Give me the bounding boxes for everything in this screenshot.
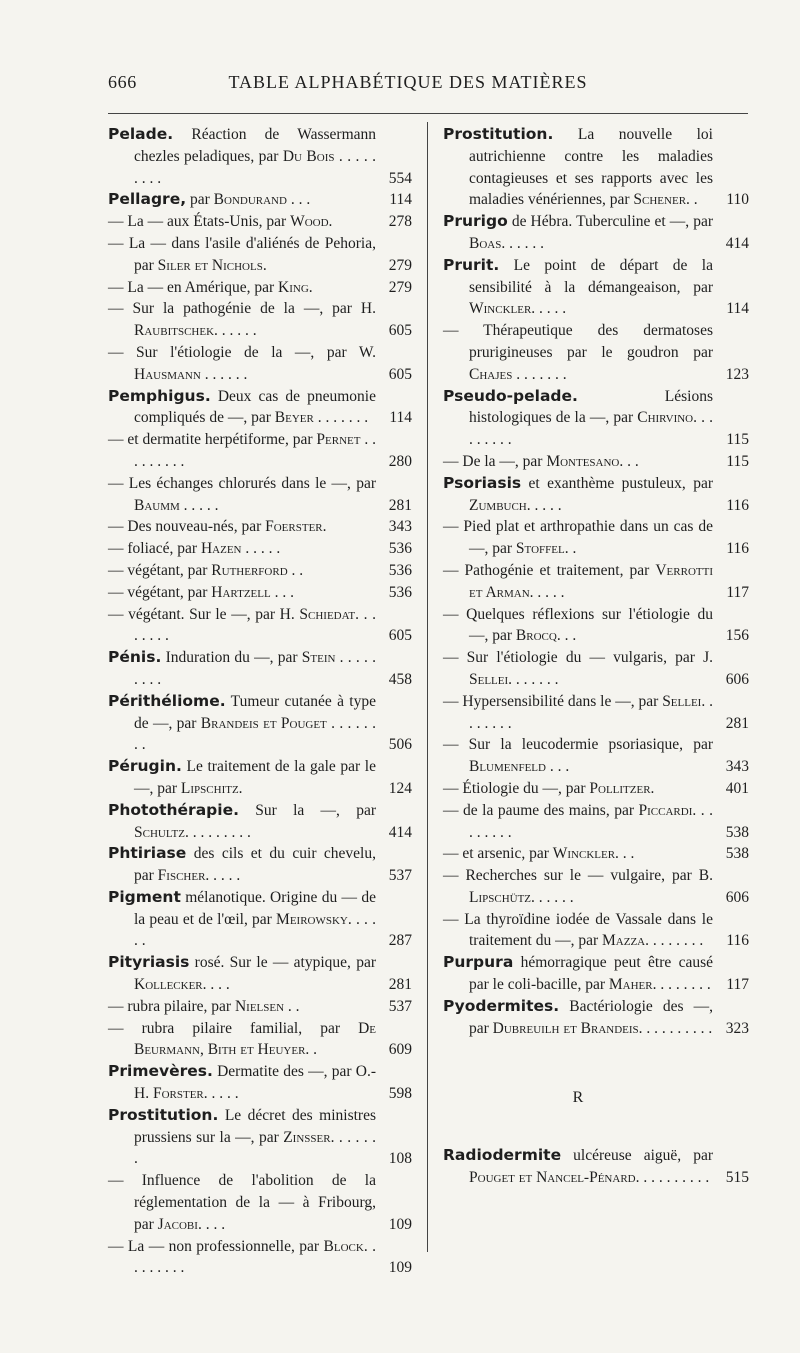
entry-leader-dots: . . . <box>615 845 635 863</box>
index-entry <box>108 604 412 648</box>
index-entry <box>443 996 749 1040</box>
entry-leader-dots: . . . . . . <box>200 365 248 383</box>
entry-author: Bondurand <box>213 191 287 209</box>
entry-leader-dots: . . . . . . . . . <box>134 649 377 688</box>
entry-leader-dots: . . . . . . <box>214 322 257 340</box>
entry-page-number: 605 <box>388 627 412 645</box>
entry-author: Hausmann <box>134 365 201 383</box>
entry-text: — et dermatite herpétiforme, par <box>108 431 317 449</box>
entry-author: Zinsser <box>283 1128 331 1146</box>
entry-text: Le point de départ de la sensibilité à la démangeaison, par <box>469 256 713 296</box>
entry-text: — Sur l'étiologie du — vulgaris, par J. <box>443 649 713 667</box>
entry-text: — Sur la leucodermie psoriasique, par <box>443 736 713 754</box>
entry-leader-dots: . . . . . . <box>501 234 544 252</box>
entry-leader-dots: . . . <box>619 452 639 470</box>
index-entry <box>108 277 412 299</box>
entry-page-number: 515 <box>725 1169 749 1187</box>
entry-page-number: 116 <box>726 496 749 514</box>
index-entry <box>108 560 412 582</box>
index-entry <box>108 429 412 473</box>
entry-author: Winckler <box>469 300 532 318</box>
entry-author: Verrotti et Arman <box>469 561 713 601</box>
index-entry <box>443 647 749 691</box>
entry-text: Sur la —, par <box>238 801 376 819</box>
entry-heading: Pellagre, <box>108 190 187 209</box>
entry-author: Foerster. <box>265 518 327 536</box>
header-rule <box>108 113 748 114</box>
entry-text: — et arsenic, par <box>443 845 553 863</box>
entry-text: — Thérapeutique des dermatoses prurigineuses par le goudron par <box>443 322 713 361</box>
entry-page-number: 343 <box>388 518 412 536</box>
entry-text: — Influence de l'abolition de la réglementation de la — à Fribourg, par <box>108 1172 376 1233</box>
entry-heading: Pyodermites. <box>443 996 560 1015</box>
entry-text: ulcéreuse aiguë, par <box>561 1147 713 1165</box>
entry-leader-dots: . . . . . . . . . <box>134 1237 377 1277</box>
entry-leader-dots: . . <box>564 540 577 558</box>
entry-page-number: 115 <box>726 452 749 470</box>
entry-page-number: 124 <box>388 779 412 797</box>
entry-author: Blumenfeld <box>469 758 546 776</box>
entry-text: des cils et du cuir chevelu, par <box>134 845 376 885</box>
entry-heading: Purpura <box>443 953 514 972</box>
entry-heading: Phtiriase <box>108 844 187 863</box>
index-entry <box>443 843 749 865</box>
entry-author: Du Bois <box>282 147 335 165</box>
entry-author: Lipschütz <box>469 888 532 906</box>
index-entry <box>108 756 412 800</box>
entry-author: Forster <box>152 1085 204 1103</box>
entry-author: Mazza <box>602 932 646 950</box>
entry-author: Winckler <box>552 845 616 863</box>
entry-leader-dots: . . . . . . . . <box>134 605 376 645</box>
entry-leader-dots: . . <box>287 561 304 579</box>
entry-leader-dots: . . . . <box>202 976 230 994</box>
entry-page-number: 323 <box>725 1019 749 1037</box>
entry-page-number: 554 <box>388 169 412 187</box>
entry-author: Raubitschek <box>134 322 215 340</box>
entry-text: et exanthème pustuleux, par <box>521 474 713 492</box>
entry-text: de Hébra. Tuberculine et —, par <box>507 213 713 231</box>
index-entry <box>108 1236 412 1280</box>
entry-author: Dubreuilh et Brandeis <box>492 1019 639 1037</box>
index-entry <box>443 952 749 996</box>
entry-heading: Pigment <box>108 887 181 906</box>
entry-author: Schener <box>633 191 687 209</box>
entry-heading: Photothérapie. <box>108 800 239 819</box>
section-letter: R <box>572 1089 584 1107</box>
entry-leader-dots: . . <box>686 191 698 209</box>
entry-author: Chajes <box>469 365 513 383</box>
entry-text: — La — dans l'asile d'aliénés de Pehoria, par <box>108 234 376 274</box>
entry-text: — Pied plat et arthropathie dans un cas de —, par <box>443 518 713 558</box>
entry-author: Boas <box>469 234 502 252</box>
entry-page-number: 281 <box>388 496 412 514</box>
entry-text: Lésions histologiques de la —, par <box>469 387 713 427</box>
index-entry <box>108 996 412 1018</box>
entry-text: — De la —, par <box>443 452 547 470</box>
entry-leader-dots: . . . . . . . . . <box>134 147 377 187</box>
entry-text: — végétant, par <box>108 561 212 579</box>
entry-page-number: 536 <box>388 561 412 579</box>
entry-page-number: 605 <box>388 365 412 383</box>
index-entry <box>108 233 412 277</box>
entry-author: De Beurmann, Bith et Heuyer <box>134 1019 376 1059</box>
entry-page-number: 110 <box>726 191 749 209</box>
entry-heading: Prostitution. <box>108 1105 219 1124</box>
entry-author: Pouget et Nancel-Pénard <box>469 1169 636 1187</box>
index-entry <box>443 1145 749 1189</box>
entry-page-number: 108 <box>388 1150 412 1168</box>
entry-text: La nouvelle loi autrichienne contre les maladies contagieuses et ses rapports avec les maladies vénériennes, par <box>469 126 713 209</box>
entry-heading: Pelade. <box>108 125 174 143</box>
index-entry <box>443 124 749 211</box>
entry-author: King. <box>278 278 313 296</box>
entry-leader-dots: . . . . . . . . . <box>185 823 251 841</box>
entry-page-number: 506 <box>388 736 412 754</box>
entry-author: Sellei <box>469 670 509 688</box>
entry-author: Block <box>323 1237 364 1255</box>
index-entry <box>443 800 749 844</box>
entry-text: Dermatite des —, par O.-H. <box>134 1063 376 1103</box>
index-entry <box>443 255 749 320</box>
entry-author: Hazen <box>200 540 242 558</box>
running-header <box>108 72 708 96</box>
entry-page-number: 458 <box>388 670 412 688</box>
entry-leader-dots: . . . . . . . . . <box>134 431 377 470</box>
entry-page-number: 287 <box>388 932 412 950</box>
entry-leader-dots: . . . . . . . . . . <box>635 1169 710 1187</box>
entry-page-number: 605 <box>388 322 412 340</box>
page-number: 666 <box>108 72 137 92</box>
entry-author: Stein <box>301 649 336 667</box>
entry-text: Tumeur cutanée à type de —, par <box>134 692 376 732</box>
entry-page-number: 606 <box>725 670 749 688</box>
left-column <box>108 124 412 1279</box>
entry-author: Brocq <box>515 627 557 645</box>
entry-leader-dots: . . . . . . . . . <box>469 409 713 449</box>
entry-leader-dots: . . . . . <box>205 867 241 885</box>
entry-page-number: 343 <box>725 758 749 776</box>
entry-page-number: 156 <box>725 627 749 645</box>
entry-heading: Prurigo <box>443 212 508 231</box>
index-entry <box>443 865 749 909</box>
entry-text: — végétant. Sur le —, par H. <box>108 605 300 623</box>
column-divider <box>427 122 428 1252</box>
entry-text: Bactériologie des —, par <box>469 997 713 1037</box>
entry-author: Schiedat <box>299 605 356 623</box>
entry-heading: Pityriasis <box>108 953 190 972</box>
entry-text: Induration du —, par <box>161 649 302 667</box>
entry-author: Pollitzer. <box>589 779 655 797</box>
entry-page-number: 279 <box>388 278 412 296</box>
entry-page-number: 281 <box>388 976 412 994</box>
entry-text: hémorragique peut être causé par le coli-bacille, par <box>469 954 713 994</box>
entry-leader-dots: . . . <box>556 627 577 645</box>
entry-page-number: 109 <box>388 1215 412 1233</box>
index-entry <box>443 778 749 800</box>
entry-page-number: 278 <box>388 213 412 231</box>
entry-author: Wood. <box>290 213 333 231</box>
entry-author: Rutherford <box>211 561 288 579</box>
entry-page-number: 401 <box>725 779 749 797</box>
entry-heading: Radiodermite <box>443 1146 562 1165</box>
entry-heading: Pemphigus. <box>108 386 211 405</box>
entry-heading: Pénis. <box>108 648 162 667</box>
index-entry <box>108 952 412 996</box>
entry-leader-dots: . . . . . . . <box>512 365 567 383</box>
entry-author: Brandeis et Pouget <box>200 714 327 732</box>
entry-text: Le traitement de la gale par le —, par <box>134 758 376 797</box>
entry-author: Jacobi <box>157 1215 198 1233</box>
index-entry <box>108 1170 412 1235</box>
index-entry <box>108 1061 412 1105</box>
entry-leader-dots: . . . . . <box>529 583 565 601</box>
entry-page-number: 414 <box>388 823 412 841</box>
entry-text: — Hypersensibilité dans le —, par <box>443 692 663 710</box>
entry-page-number: 280 <box>388 452 412 470</box>
entry-page-number: 609 <box>388 1041 412 1059</box>
entry-author: Beyer <box>274 409 314 427</box>
entry-leader-dots: . . . . . . . <box>508 670 559 688</box>
index-entry <box>443 734 749 778</box>
index-entry <box>108 516 412 538</box>
entry-leader-dots: . . . . . . . <box>313 409 369 427</box>
entry-leader-dots: . . . . . . . . . . <box>638 1019 713 1037</box>
index-entry <box>108 342 412 386</box>
index-entry <box>443 560 749 604</box>
entry-leader-dots: . . . <box>270 583 294 601</box>
entry-text: — Sur la pathogénie de la —, par H. <box>108 300 376 318</box>
entry-page-number: 279 <box>388 256 412 274</box>
entry-heading: Périthéliome. <box>108 691 226 710</box>
entry-author: Stoffel <box>515 540 565 558</box>
entry-leader-dots: . . <box>305 1041 318 1059</box>
entry-text: — Quelques réflexions sur l'étiologie du —, par <box>443 605 713 645</box>
entry-page-number: 537 <box>388 997 412 1015</box>
entry-author: Siler et Nichols. <box>157 256 267 274</box>
index-entry <box>108 800 412 844</box>
entry-heading: Primevères. <box>108 1062 213 1081</box>
index-entry <box>108 582 412 604</box>
entry-text: rosé. Sur le — atypique, par <box>189 954 376 972</box>
entry-author: Lipschitz. <box>180 779 243 797</box>
entry-text: — végétant, par <box>108 583 212 601</box>
entry-leader-dots: . . . . . <box>531 300 567 318</box>
entry-text: — La — non professionnelle, par <box>108 1237 324 1255</box>
entry-leader-dots: . . . . . . . . <box>645 932 704 950</box>
entry-text: — Pathogénie et traitement, par <box>443 561 656 579</box>
entry-page-number: 538 <box>725 845 749 863</box>
entry-text: — de la paume des mains, par <box>443 801 639 819</box>
entry-page-number: 114 <box>726 300 749 318</box>
entry-leader-dots: . . . . . . . . <box>469 692 713 732</box>
right-column <box>443 124 749 1189</box>
entry-leader-dots: . . . . . . . . . <box>469 801 714 841</box>
entry-heading: Pseudo-pelade. <box>443 386 578 405</box>
index-entry <box>108 189 412 211</box>
entry-page-number: 114 <box>389 409 412 427</box>
entry-text: — Sur l'étiologie de la —, par W. <box>108 343 376 361</box>
entry-heading: Psoriasis <box>443 473 522 492</box>
index-entry <box>108 887 412 952</box>
entry-text: — La — en Amérique, par <box>108 278 279 296</box>
entry-leader-dots: . . . . . <box>179 496 219 514</box>
entry-page-number: 115 <box>726 431 749 449</box>
entry-author: Nielsen <box>234 997 285 1015</box>
entry-page-number: 116 <box>726 932 749 950</box>
entry-page-number: 598 <box>388 1085 412 1103</box>
entry-text: — foliacé, par <box>108 540 201 558</box>
entry-leader-dots: . . . . . . . . <box>134 714 376 754</box>
entry-leader-dots: . . . . . . . <box>134 1128 376 1168</box>
entry-author: Sellei <box>662 692 702 710</box>
index-entry <box>108 298 412 342</box>
entry-leader-dots: . . . . . <box>241 540 281 558</box>
entry-text: — rubra pilaire familial, par <box>108 1019 359 1037</box>
entry-text: — La thyroïdine iodée de Vassale dans le traitement du —, par <box>443 910 713 950</box>
index-entry <box>108 124 412 189</box>
index-entry <box>108 473 412 517</box>
entry-author: Zumbuch <box>469 496 527 514</box>
entry-page-number: 117 <box>726 976 749 994</box>
entry-leader-dots: . . . . . . <box>531 888 574 906</box>
entry-text: Deux cas de pneumonie compliqués de —, par <box>134 387 376 427</box>
entry-author: Pernet <box>316 431 361 449</box>
entry-page-number: 536 <box>388 540 412 558</box>
index-entry <box>443 473 749 517</box>
index-entry <box>108 691 412 756</box>
index-entry <box>108 211 412 233</box>
entry-author: Maher <box>608 976 653 994</box>
index-entry <box>108 386 412 430</box>
entry-author: Baumm <box>134 496 180 514</box>
entry-author: Kollecker <box>134 976 203 994</box>
entry-text: Réaction de Wassermann chezles peladiques, par <box>134 126 376 165</box>
entry-text: — Les échanges chlorurés dans le —, par <box>108 474 376 492</box>
entry-page-number: 281 <box>725 714 749 732</box>
page-title: TABLE ALPHABÉTIQUE DES MATIÈRES <box>228 72 588 92</box>
entry-text: mélanotique. Origine du — de la peau et de l'œil, par <box>134 888 376 928</box>
entry-author: Fischer <box>157 867 206 885</box>
entry-page-number: 117 <box>726 583 749 601</box>
index-entry <box>108 843 412 887</box>
index-entry <box>443 691 749 735</box>
entry-leader-dots: . . . . . . <box>134 910 376 950</box>
entry-page-number: 116 <box>726 540 749 558</box>
entry-author: Chirvino <box>637 409 694 427</box>
entry-text: — Des nouveau-nés, par <box>108 518 266 536</box>
entry-page-number: 538 <box>725 823 749 841</box>
entry-page-number: 123 <box>725 365 749 383</box>
entry-leader-dots: . . . <box>545 758 570 776</box>
entry-leader-dots: . . . . . . . . <box>652 976 711 994</box>
entry-page-number: 537 <box>388 867 412 885</box>
entry-page-number: 114 <box>389 191 412 209</box>
entry-page-number: 109 <box>388 1259 412 1277</box>
entry-text: — Étiologie du —, par <box>443 779 590 797</box>
index-entry <box>443 320 749 385</box>
entry-author: Meirowsky <box>276 910 348 928</box>
index-entry <box>443 451 749 473</box>
entry-heading: Prurit. <box>443 255 500 274</box>
entry-author: Montesano <box>546 452 620 470</box>
entry-text: Le décret des ministres prussiens sur la —, par <box>134 1106 376 1146</box>
index-entry <box>108 1105 412 1170</box>
entry-heading: Pérugin. <box>108 757 182 776</box>
entry-leader-dots: . . . <box>286 191 311 209</box>
entry-leader-dots: . . . . . <box>526 496 562 514</box>
entry-text: — Recherches sur le — vulgaire, par B. <box>443 867 713 885</box>
index-entry <box>108 538 412 560</box>
entry-page-number: 606 <box>725 888 749 906</box>
index-entry <box>443 516 749 560</box>
entry-page-number: 414 <box>725 234 749 252</box>
entry-text: — rubra pilaire, par <box>108 997 235 1015</box>
entry-text: par <box>186 191 214 209</box>
index-entry <box>108 647 412 691</box>
index-entry <box>108 1018 412 1062</box>
index-entry <box>443 211 749 255</box>
entry-heading: Prostitution. <box>443 125 554 143</box>
entry-text: — La — aux États-Unis, par <box>108 213 291 231</box>
entry-page-number: 536 <box>388 583 412 601</box>
entry-author: Piccardi <box>638 801 693 819</box>
entry-leader-dots: . . . . <box>197 1215 226 1233</box>
entry-leader-dots: . . <box>284 997 300 1015</box>
index-entry <box>443 909 749 953</box>
entry-author: Schultz <box>134 823 185 841</box>
index-entry <box>443 604 749 648</box>
index-entry <box>443 386 749 451</box>
entry-leader-dots: . . . . . <box>203 1085 239 1103</box>
entry-author: Hartzell <box>211 583 271 601</box>
